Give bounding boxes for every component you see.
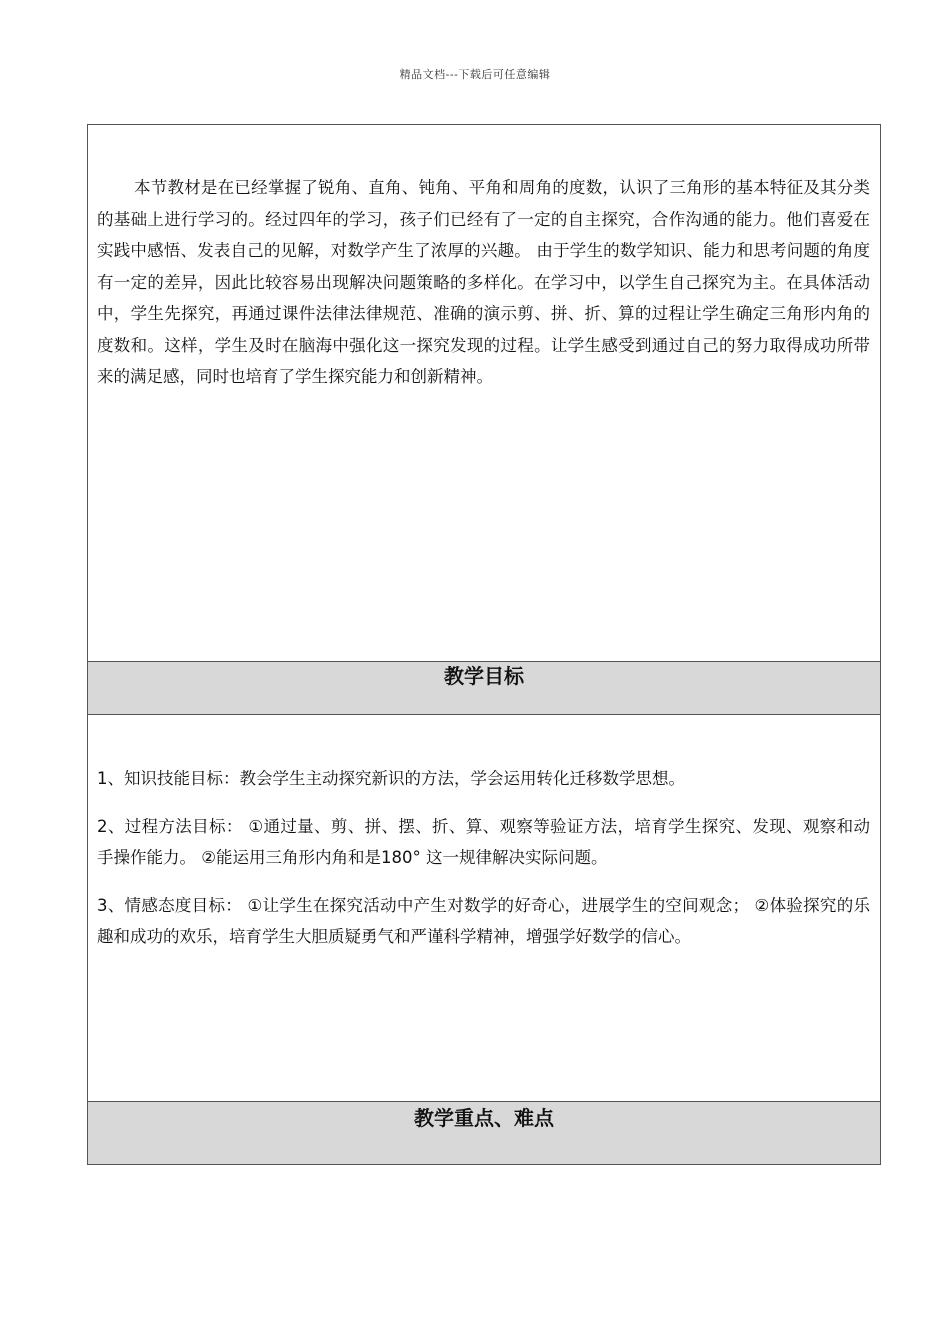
objectives-heading-cell: [88, 662, 880, 715]
page-header: 精品文档---下载后可任意编辑: [399, 68, 551, 81]
intro-cell: [88, 125, 880, 662]
lesson-plan-table: [87, 124, 881, 1165]
objectives-cell: [88, 715, 880, 1102]
objectives-heading: 教学目标: [444, 664, 524, 688]
intro-paragraph: 本节教材是在已经掌握了锐角、直角、钝角、平角和周角的度数，认识了三角形的基本特征及其分类的基础上进行学习的。经过四年的学习，孩子们已经有了一定的自主探究，合作沟通的能力。他们喜爱在实践中感悟、发表自己的见解，对数学产生了浓厚的兴趣。 由于学生的数学知识、能力和思考问题的角度有一定的差异，因此比较容易出现解决问题策略的多样化。在学习中，以学生自己探究为主。在具体活动中，学生先探究，再通过课件法律法律规范、准确的演示剪、拼、折、算的过程让学生确定三角形内角的度数和。这样，学生及时在脑海中强化这一探究发现的过程。让学生感受到通过自己的努力取得成功所带来的满足感，同时也培育了学生探究能力和创新精神。: [97, 178, 870, 386]
objective-item-2: 2、过程方法目标： ①通过量、剪、拼、摆、折、算、观察等验证方法，培育学生探究、发现、观察和动手操作能力。 ②能运用三角形内角和是180° 这一规律解决实际问题。: [97, 816, 870, 867]
objective-item-1: 1、知识技能目标：教会学生主动探究新识的方法，学会运用转化迁移数学思想。: [97, 769, 685, 788]
objective-item-3: 3、情感态度目标： ①让学生在探究活动中产生对数学的好奇心，进展学生的空间观念； ②体验探究的乐趣和成功的欢乐，培育学生大胆质疑勇气和严谨科学精神，增强学好数学的信心。: [97, 895, 870, 946]
key-points-heading-cell: [88, 1102, 880, 1164]
key-points-heading: 教学重点、难点: [414, 1106, 554, 1130]
